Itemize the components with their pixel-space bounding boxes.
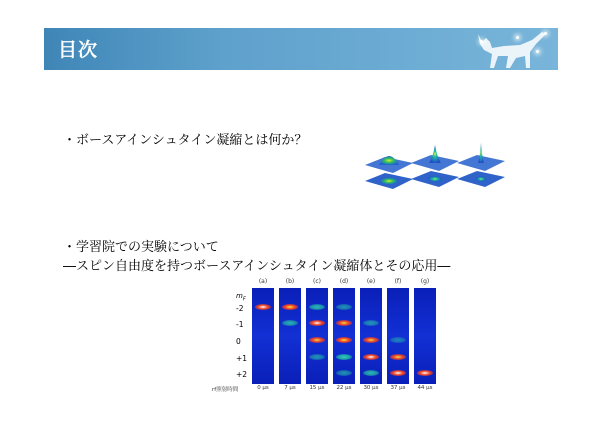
column-label: (a) [258, 278, 268, 285]
column-label: (f) [394, 278, 402, 285]
spin-absorption-images [212, 278, 447, 393]
mf-row-label: -2 [236, 304, 244, 313]
column-label: (d) [339, 278, 349, 285]
atom-cloud-spot [363, 370, 379, 376]
atom-cloud-spot [309, 337, 325, 343]
mf-axis-label: $m_F$ [236, 292, 246, 303]
rf-duration-label: rf照射時間 [212, 387, 239, 393]
atom-cloud-spot [282, 320, 298, 326]
page-title: 目次 [58, 39, 99, 61]
atom-cloud-spot [309, 354, 325, 360]
rf-time-label: 44 μs [417, 385, 433, 391]
atom-cloud-spot [336, 370, 352, 376]
absorption-image-strip [306, 288, 328, 384]
mf-row-label: +1 [236, 354, 248, 363]
atom-cloud-spot [363, 354, 379, 360]
absorption-image-strip [387, 288, 409, 384]
absorption-image-strip [360, 288, 382, 384]
thermal-cloud-plot [365, 156, 413, 189]
atom-cloud-spot [336, 337, 352, 343]
atom-cloud-spot [336, 304, 352, 310]
column-label: (g) [420, 278, 430, 285]
rf-time-label: 37 μs [390, 385, 406, 391]
bec-3d-illustration [365, 143, 505, 193]
atom-cloud-spot [363, 337, 379, 343]
rf-time-label: 15 μs [309, 385, 325, 391]
atom-cloud-spot [363, 320, 379, 326]
partial-condensate-plot [411, 145, 459, 187]
column-label: (e) [366, 278, 376, 285]
atom-cloud-spot [336, 354, 352, 360]
rf-time-label: 22 μs [336, 385, 352, 391]
column-label: (c) [313, 278, 321, 285]
mf-row-label: -1 [236, 320, 244, 329]
mf-row-label: 0 [236, 337, 241, 346]
atom-cloud-spot [336, 320, 352, 326]
absorption-image-strip [279, 288, 301, 384]
atom-cloud-spot [390, 354, 406, 360]
atom-cloud-spot [309, 304, 325, 310]
cat-silhouette-icon [470, 28, 552, 70]
absorption-image-strip [252, 288, 274, 384]
atom-cloud-spot [390, 337, 406, 343]
atom-cloud-spot [255, 304, 271, 310]
bullet-spinor-bec-subtitle: ―スピン自由度を持つボースアインシュタイン凝縮体とその応用― [63, 259, 451, 274]
absorption-image-strip [414, 288, 436, 384]
rf-time-label: 7 μs [284, 385, 296, 391]
atom-cloud-spot [282, 304, 298, 310]
mf-row-label: +2 [236, 370, 248, 379]
title-bar [44, 28, 558, 70]
pure-condensate-plot [457, 143, 505, 187]
bullet-what-is-bec: ・ボースアインシュタイン凝縮とは何か？ [63, 133, 308, 148]
rf-time-label: 0 μs [257, 385, 269, 391]
atom-cloud-spot [309, 320, 325, 326]
atom-cloud-spot [390, 370, 406, 376]
rf-time-label: 30 μs [363, 385, 379, 391]
column-label: (b) [285, 278, 295, 285]
absorption-image-strip [333, 288, 355, 384]
bullet-gakushuin-experiment: ・学習院での実験について [63, 240, 219, 255]
atom-cloud-spot [417, 370, 433, 376]
